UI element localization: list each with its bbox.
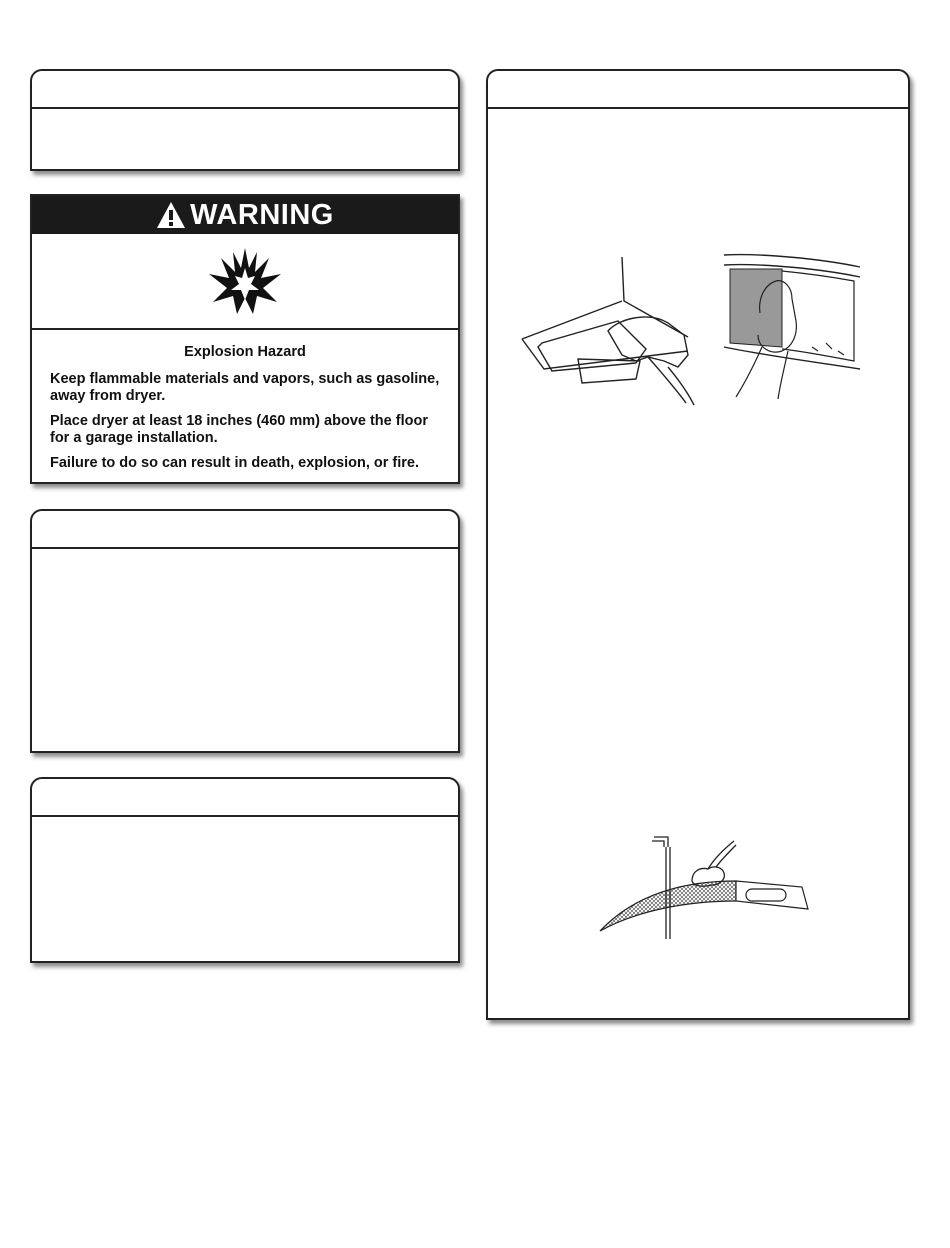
warning-pictogram [32,234,458,330]
panel-tab [32,71,458,109]
warning-header [32,196,458,234]
warning-box [30,194,460,484]
warning-title: WARNING [190,198,334,231]
panel-tab [32,779,458,817]
lint-screen-rinsing-illustration [596,831,816,941]
warning-line: Keep flammable materials and vapors, such as gasoline, away from dryer. [50,371,440,404]
warning-line: Failure to do so can result in death, explosion, or fire. [50,455,420,471]
top-left-panel [30,69,460,171]
hazard-title: Explosion Hazard [184,344,306,360]
warning-triangle-icon [156,201,186,229]
right-panel [486,69,910,1020]
panel-tab [32,511,458,549]
middle-left-panel [30,509,460,753]
hand-wiping-dryer-top-illustration [518,251,698,411]
explosion-icon [205,246,285,316]
panel-tab [488,71,908,109]
lower-left-panel [30,777,460,963]
warning-body [32,330,458,472]
warning-line: Place dryer at least 18 inches (460 mm) above the floor for a garage installation. [50,413,428,446]
hand-wiping-drum-illustration [722,251,862,401]
